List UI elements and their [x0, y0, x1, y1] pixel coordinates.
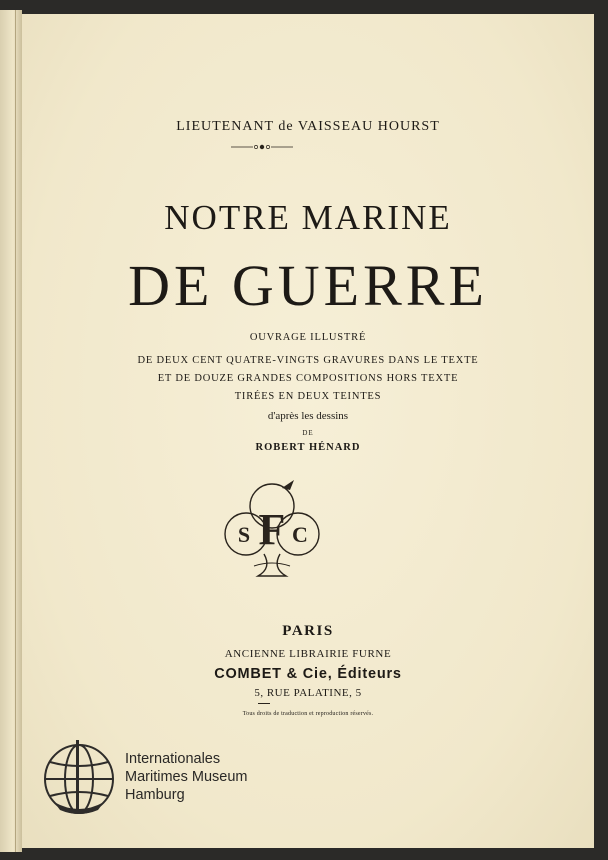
library-name: ANCIENNE LIBRAIRIE FURNE [224, 648, 392, 660]
globe-ship-icon [40, 736, 118, 822]
subtitle-line: TIRÉES EN DEUX TEINTES [234, 391, 382, 402]
title-line-1: NOTRE MARINE [164, 198, 452, 237]
subtitle-line: ET DE DOUZE GRANDES COMPOSITIONS HORS TEXTE [157, 373, 459, 384]
title-line-2: DE GUERRE [128, 253, 488, 318]
monogram-letter-f: F [258, 505, 286, 554]
publisher-monogram [224, 476, 320, 580]
museum-stamp-text [125, 750, 247, 804]
left-page-edge [0, 10, 22, 852]
publication-place: PARIS [282, 623, 334, 639]
museum-stamp-line: Hamburg [125, 787, 185, 803]
title-page [22, 14, 594, 848]
subtitle-line: OUVRAGE ILLUSTRÉ [249, 332, 367, 343]
museum-stamp-line: Maritimes Museum [125, 769, 248, 785]
publisher-name: COMBET & Cie, Éditeurs [214, 666, 402, 682]
rights-notice: Tous droits de traduction et reproduction réservés. [242, 711, 374, 717]
author-line: LIEUTENANT de VAISSEAU HOURST [176, 119, 440, 134]
monogram-letter-s: S [237, 522, 251, 547]
subtitle-line: DE [302, 429, 314, 437]
ornament-divider [231, 142, 293, 152]
publisher-address: 5, RUE PALATINE, 5 [254, 687, 362, 699]
subtitle-line: d'après les dessins [267, 410, 349, 422]
short-rule [258, 703, 270, 704]
monogram-letter-c: C [292, 522, 308, 547]
subtitle-line: DE DEUX CENT QUATRE-VINGTS GRAVURES DANS LE TEXTE [137, 355, 479, 366]
illustrator-name: ROBERT HÉNARD [255, 442, 361, 453]
museum-stamp-line: Internationales [125, 751, 221, 767]
